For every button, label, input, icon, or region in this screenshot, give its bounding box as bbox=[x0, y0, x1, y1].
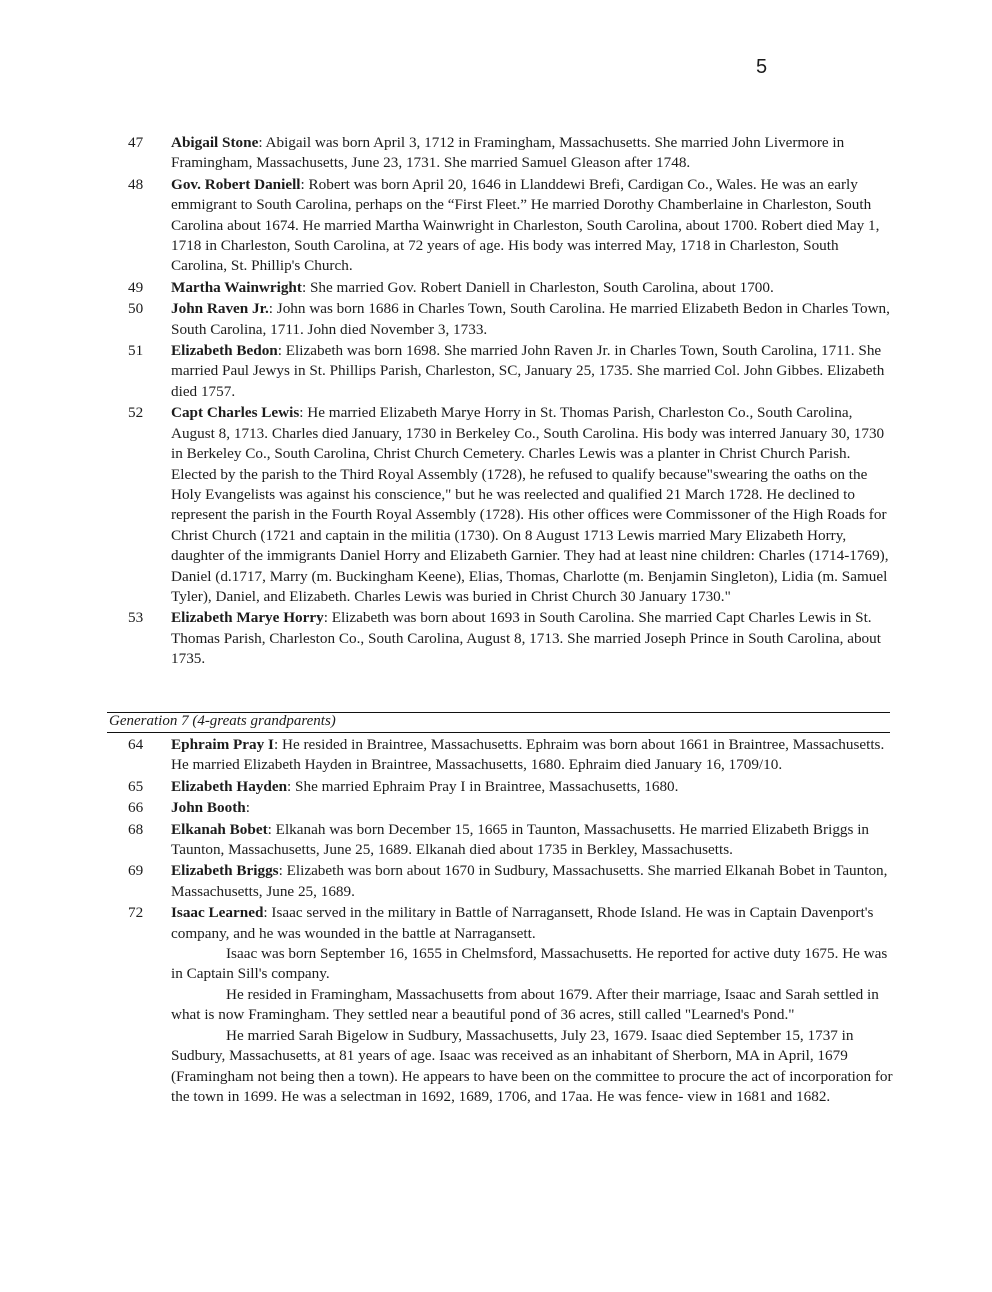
generation-heading: Generation 7 (4-greats grandparents) bbox=[109, 713, 336, 729]
entry-51 bbox=[128, 341, 898, 402]
entry-number: 47 bbox=[128, 134, 144, 151]
entry-number: 69 bbox=[128, 862, 144, 880]
entry-name: Elizabeth Bedon bbox=[171, 342, 278, 360]
entry-name: Ephraim Pray I bbox=[171, 736, 274, 753]
entry-name: Gov. Robert Daniell bbox=[171, 175, 301, 193]
entry-number: 72 bbox=[128, 904, 144, 922]
entry-name: Elizabeth Marye Horry bbox=[171, 609, 324, 627]
entry-name: Capt Charles Lewis bbox=[171, 404, 300, 422]
entry-text: : He married Elizabeth Marye Horry in St. Thomas Parish, Charleston Co., South Carolina, August 8, 1713. Charles died January, 1730 in Berkeley Co., South Carolina. His body was interred January 30, 1730 in Berkeley Co., South Carolina, Christ Church Cemetery. Charles Lewis was a planter in Christ Church Parish. Elected by the parish to the Third Royal Assembly (1728), he refused to qualify because"swearing the oaths on the Holy Evangelists was against his conscience," but he was reelected and qualified 21 March 1728. He declined to represent the parish in the Fourth Royal Assembly (1728). His other offices were Commissoner of the High Roads for Christ Church (1721 and captain in the militia (1730). On 8 August 1713 Lewis married Mary Elizabeth Horry, daughter of the immigrants Daniel Horry and Elizabeth Garnier. They had at least nine children: Charles (1714-1769), Daniel (d.1717, Marry (m. Buckingham Keene), Elias, Thomas, Charlotte (m. Benjamin Singleton), Lidia (m. Samuel Tyler), Daniel, and Elizabeth. Charles Lewis was buried in Christ Church 30 January 1730." bbox=[171, 404, 889, 605]
entry-52 bbox=[128, 403, 898, 607]
entry-list-generation-6 bbox=[128, 133, 898, 671]
entry-number: 50 bbox=[128, 300, 144, 318]
entry-69 bbox=[128, 861, 898, 902]
entry-name: Isaac Learned bbox=[171, 904, 264, 922]
entry-number: 48 bbox=[128, 175, 144, 193]
entry-72 bbox=[128, 903, 898, 1107]
entry-text: : bbox=[245, 799, 250, 817]
entry-48 bbox=[128, 175, 898, 277]
entry-number: 66 bbox=[128, 799, 144, 817]
entry-text: : Elizabeth was born about 1693 in South Carolina. She married Capt Charles Lewis in St. Thomas Parish, Charleston Co., South Carolina, August 8, 1713. She married Joseph Prince in South Carolina, about 1735. bbox=[171, 609, 881, 668]
entry-text: : She married Gov. Robert Daniell in Charleston, South Carolina, about 1700. bbox=[301, 278, 774, 296]
entry-text: : Elkanah was born December 15, 1665 in Taunton, Massachusetts. He married Elizabeth Briggs in Taunton, Massachusetts, June 25, 1689. Elkanah died about 1735 in Berkley, Massachusetts. bbox=[171, 820, 870, 859]
page-number: 5 bbox=[756, 56, 768, 78]
entry-68 bbox=[128, 820, 898, 861]
entry-number: 68 bbox=[128, 820, 144, 838]
entry-name: Elkanah Bobet bbox=[171, 820, 268, 838]
entry-47 bbox=[128, 133, 898, 174]
entry-text: : John was born 1686 in Charles Town, South Carolina. He married Elizabeth Bedon in Charles Town, South Carolina, 1711. John died November 3, 1733. bbox=[171, 300, 890, 338]
entry-text: : Robert was born April 20, 1646 in Llanddewi Brefi, Cardigan Co., Wales. He was an early emmigrant to South Carolina, perhaps on the “First Fleet.” He married Dorothy Chamberlaine in Charleston, South Carolina about 1674. He married Martha Wainwright in Charleston, South Carolina, about 1700. Robert died May 1, 1718 in Charleston, South Carolina, at 72 years of age. His body was interred May, 1718 in Charleston, South Carolina, St. Phillip's Church. bbox=[171, 175, 880, 275]
entry-65 bbox=[128, 777, 898, 797]
entry-text: : Isaac served in the military in Battle of Narragansett, Rhode Island. He was in Captain Davenport's company, and he was wounded in the battle at Narragansett. bbox=[171, 904, 874, 942]
entry-66 bbox=[128, 798, 898, 818]
entry-number: 52 bbox=[128, 404, 144, 422]
entry-paragraph: He resided in Framingham, Massachusetts from about 1679. After their marriage, Isaac and Sarah settled in what is now Framingham. They settled near a beautiful pond of 36 acres, still called "Learned's Pond." bbox=[171, 985, 879, 1024]
entry-name: Elizabeth Hayden bbox=[171, 777, 288, 795]
entry-name: Abigail Stone bbox=[171, 134, 259, 151]
entry-64 bbox=[128, 735, 898, 776]
entry-number: 53 bbox=[128, 609, 144, 627]
entry-name: John Booth bbox=[171, 799, 246, 817]
entry-text: : Abigail was born April 3, 1712 in Framingham, Massachusetts. She married John Livermore in Framingham, Massachusetts, June 23, 1731. She married Samuel Gleason after 1748. bbox=[171, 134, 845, 172]
entry-paragraph: He married Sarah Bigelow in Sudbury, Massachusetts, July 23, 1679. Isaac died September 15, 1737 in Sudbury, Massachusetts, at 81 years of age. Isaac was received as an inhabitant of Sherborn, MA in April, 1679 (Framingham not being then a town). He appears to have been on the committee to procure the act of incorporation for the town in 1699. He was a selectman in 1692, 1689, 1706, and 17aa. He was fence- view in 1681 and 1682. bbox=[171, 1026, 893, 1105]
entry-53 bbox=[128, 608, 898, 669]
entry-name: John Raven Jr. bbox=[171, 300, 269, 318]
entry-number: 51 bbox=[128, 342, 144, 360]
entry-number: 65 bbox=[128, 777, 144, 795]
entry-number: 64 bbox=[128, 736, 144, 753]
entry-50 bbox=[128, 299, 898, 340]
entry-paragraph: Isaac was born September 16, 1655 in Chelmsford, Massachusetts. He reported for active duty 1675. He was in Captain Sill's company. bbox=[171, 945, 888, 983]
entry-number: 49 bbox=[128, 278, 144, 296]
entry-text: : She married Ephraim Pray I in Braintree, Massachusetts, 1680. bbox=[287, 777, 679, 795]
entry-text: : Elizabeth was born 1698. She married John Raven Jr. in Charles Town, South Carolina, 1711. She married Paul Jewys in St. Phillips Parish, Charleston, SC, January 25, 1735. She married Col. John Gibbes. Elizabeth died 1757. bbox=[171, 342, 885, 400]
divider-bottom bbox=[107, 732, 890, 733]
entry-name: Martha Wainwright bbox=[171, 278, 302, 296]
entry-name: Elizabeth Briggs bbox=[171, 862, 279, 880]
generation-band bbox=[107, 696, 890, 736]
entry-text: : Elizabeth was born about 1670 in Sudbury, Massachusetts. She married Elkanah Bobet in Taunton, Massachusetts, June 25, 1689. bbox=[171, 862, 888, 900]
entry-49 bbox=[128, 278, 898, 298]
entry-list-generation-7 bbox=[128, 735, 898, 1108]
entry-text: : He resided in Braintree, Massachusetts. Ephraim was born about 1661 in Braintree, Massachusetts. He married Elizabeth Hayden in Braintree, Massachusetts, 1680. Ephraim died January 16, 1709/10. bbox=[171, 736, 885, 774]
